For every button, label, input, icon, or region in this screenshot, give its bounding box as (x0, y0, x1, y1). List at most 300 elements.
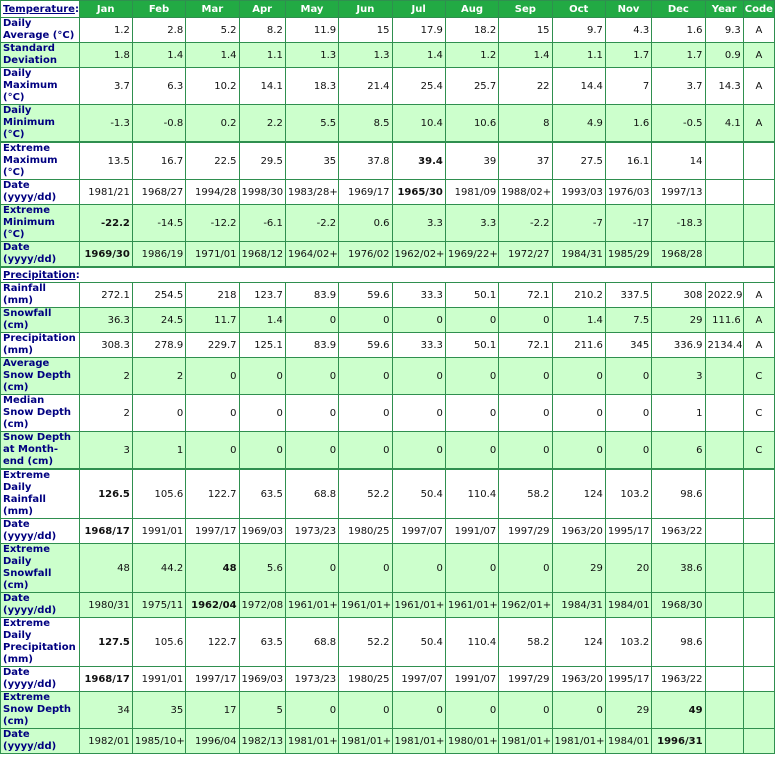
value-cell: 1972/08 (239, 593, 285, 618)
value-cell: 1975/11 (132, 593, 185, 618)
value-cell: 1965/30 (392, 180, 445, 205)
value-cell: 1980/25 (339, 519, 392, 544)
value-cell: 16.7 (132, 142, 185, 180)
value-cell: 0 (392, 432, 445, 470)
value-cell: 27.5 (552, 142, 605, 180)
value-cell: 1997/17 (186, 519, 239, 544)
value-cell: 278.9 (132, 333, 185, 358)
value-cell: 68.8 (285, 469, 338, 519)
value-cell: 38.6 (652, 544, 705, 593)
value-cell: 1982/01 (79, 729, 132, 754)
value-cell: 0 (339, 308, 392, 333)
month-header: Aug (445, 1, 498, 18)
code-cell (743, 692, 774, 729)
value-cell: 0 (339, 692, 392, 729)
value-cell: 0 (285, 544, 338, 593)
code-cell: A (743, 18, 774, 43)
code-cell (743, 519, 774, 544)
table-row (1, 308, 775, 333)
value-cell: 50.1 (445, 333, 498, 358)
code-cell (743, 142, 774, 180)
value-cell: 0 (392, 358, 445, 395)
value-cell: 0 (285, 308, 338, 333)
temperature-colon: : (74, 3, 79, 15)
value-cell: 14.4 (552, 68, 605, 105)
value-cell: 0 (392, 544, 445, 593)
value-cell: 1969/03 (239, 519, 285, 544)
value-cell: 1985/29 (605, 242, 651, 268)
value-cell: 1.3 (339, 43, 392, 68)
value-cell: 21.4 (339, 68, 392, 105)
value-cell: 1997/17 (186, 667, 239, 692)
value-cell: 1980/01+ (445, 729, 498, 754)
value-cell: 1981/01+ (499, 729, 552, 754)
value-cell: 1996/31 (652, 729, 705, 754)
value-cell: 1.4 (239, 308, 285, 333)
value-cell: 0 (392, 692, 445, 729)
value-cell: 1983/28+ (285, 180, 338, 205)
value-cell: 5.5 (285, 105, 338, 143)
value-cell: -12.2 (186, 205, 239, 242)
value-cell: 1976/02 (339, 242, 392, 268)
value-cell: 1.7 (652, 43, 705, 68)
value-cell: 0 (445, 692, 498, 729)
value-cell (705, 395, 743, 432)
table-row (1, 205, 775, 242)
value-cell: 0 (445, 544, 498, 593)
row-label: Daily Maximum (°C) (1, 68, 80, 105)
value-cell: 1972/27 (499, 242, 552, 268)
value-cell: 24.5 (132, 308, 185, 333)
table-row (1, 395, 775, 432)
value-cell: 1984/31 (552, 593, 605, 618)
value-cell: 8.2 (239, 18, 285, 43)
table-row (1, 544, 775, 593)
value-cell: 1997/29 (499, 667, 552, 692)
value-cell: 49 (652, 692, 705, 729)
value-cell: 50.4 (392, 469, 445, 519)
value-cell: 0 (552, 395, 605, 432)
value-cell: 15 (499, 18, 552, 43)
value-cell: 1980/25 (339, 667, 392, 692)
value-cell: 63.5 (239, 469, 285, 519)
value-cell: 1997/29 (499, 519, 552, 544)
value-cell: 1980/31 (79, 593, 132, 618)
value-cell: 124 (552, 469, 605, 519)
value-cell: 2134.4 (705, 333, 743, 358)
value-cell: 3 (79, 432, 132, 470)
value-cell: 3.3 (445, 205, 498, 242)
value-cell: 3.7 (79, 68, 132, 105)
month-header: May (285, 1, 338, 18)
value-cell: 1986/19 (132, 242, 185, 268)
value-cell: 1968/17 (79, 519, 132, 544)
value-cell: -22.2 (79, 205, 132, 242)
value-cell: 1982/13 (239, 729, 285, 754)
value-cell: 58.2 (499, 618, 552, 667)
value-cell: 68.8 (285, 618, 338, 667)
value-cell: 1976/03 (605, 180, 651, 205)
precipitation-section (1, 283, 775, 754)
value-cell: 1.6 (652, 18, 705, 43)
code-cell: A (743, 283, 774, 308)
value-cell: 9.7 (552, 18, 605, 43)
value-cell: 2022.9 (705, 283, 743, 308)
value-cell (705, 544, 743, 593)
value-cell: 3.7 (652, 68, 705, 105)
header-row (1, 1, 775, 18)
value-cell: 1991/01 (132, 519, 185, 544)
value-cell: 50.4 (392, 618, 445, 667)
value-cell: 6.3 (132, 68, 185, 105)
value-cell: 0 (186, 358, 239, 395)
value-cell: 1964/02+ (285, 242, 338, 268)
value-cell: 0 (239, 395, 285, 432)
value-cell: 1963/22 (652, 519, 705, 544)
value-cell: 0 (552, 358, 605, 395)
value-cell: 25.7 (445, 68, 498, 105)
value-cell: 5.2 (186, 18, 239, 43)
value-cell: 0 (239, 432, 285, 470)
month-header: Jul (392, 1, 445, 18)
table-row (1, 43, 775, 68)
row-label: Date (yyyy/dd) (1, 519, 80, 544)
value-cell: 58.2 (499, 469, 552, 519)
value-cell: 1962/01+ (499, 593, 552, 618)
value-cell: -6.1 (239, 205, 285, 242)
value-cell: 1998/30 (239, 180, 285, 205)
value-cell: 103.2 (605, 618, 651, 667)
value-cell: 0 (445, 432, 498, 470)
value-cell (705, 358, 743, 395)
value-cell: 11.9 (285, 18, 338, 43)
value-cell: 4.1 (705, 105, 743, 143)
value-cell: 0 (392, 308, 445, 333)
table-row (1, 729, 775, 754)
value-cell: 0 (445, 308, 498, 333)
value-cell: -1.3 (79, 105, 132, 143)
value-cell: 1984/01 (605, 729, 651, 754)
value-cell (705, 205, 743, 242)
value-cell: 2 (132, 358, 185, 395)
value-cell (705, 242, 743, 268)
value-cell (705, 729, 743, 754)
value-cell: 3.3 (392, 205, 445, 242)
value-cell (705, 519, 743, 544)
row-label: Date (yyyy/dd) (1, 667, 80, 692)
value-cell: 308 (652, 283, 705, 308)
value-cell: 122.7 (186, 469, 239, 519)
value-cell: 8 (499, 105, 552, 143)
value-cell: 210.2 (552, 283, 605, 308)
value-cell: 1.1 (552, 43, 605, 68)
value-cell: 17.9 (392, 18, 445, 43)
row-label: Extreme Daily Rainfall (mm) (1, 469, 80, 519)
value-cell: 98.6 (652, 618, 705, 667)
value-cell: 110.4 (445, 618, 498, 667)
table-row (1, 180, 775, 205)
value-cell: 105.6 (132, 469, 185, 519)
value-cell: 1963/22 (652, 667, 705, 692)
value-cell: 11.7 (186, 308, 239, 333)
value-cell: 1.4 (499, 43, 552, 68)
value-cell: 29 (605, 692, 651, 729)
value-cell: 1995/17 (605, 519, 651, 544)
month-header: Jan (79, 1, 132, 18)
value-cell: 1969/22+ (445, 242, 498, 268)
value-cell: 15 (339, 18, 392, 43)
code-cell (743, 180, 774, 205)
value-cell: 1988/02+ (499, 180, 552, 205)
value-cell: 29.5 (239, 142, 285, 180)
value-cell: 72.1 (499, 283, 552, 308)
table-row (1, 618, 775, 667)
value-cell: 1968/17 (79, 667, 132, 692)
month-header: Jun (339, 1, 392, 18)
value-cell: -0.8 (132, 105, 185, 143)
value-cell: 1968/27 (132, 180, 185, 205)
value-cell: 308.3 (79, 333, 132, 358)
value-cell (705, 692, 743, 729)
table-row (1, 105, 775, 143)
value-cell: 0 (499, 692, 552, 729)
value-cell: 0 (552, 692, 605, 729)
value-cell: 0 (605, 358, 651, 395)
value-cell (705, 469, 743, 519)
value-cell: 1991/01 (132, 667, 185, 692)
row-label: Snow Depth at Month-end (cm) (1, 432, 80, 470)
value-cell: 0 (239, 358, 285, 395)
value-cell: 48 (186, 544, 239, 593)
value-cell: 345 (605, 333, 651, 358)
value-cell: 123.7 (239, 283, 285, 308)
value-cell (705, 618, 743, 667)
value-cell: 0 (605, 432, 651, 470)
value-cell: 0 (285, 395, 338, 432)
table-row (1, 593, 775, 618)
value-cell: 1.1 (239, 43, 285, 68)
value-cell: 1996/04 (186, 729, 239, 754)
value-cell: 22 (499, 68, 552, 105)
value-cell: 25.4 (392, 68, 445, 105)
table-row (1, 692, 775, 729)
code-cell (743, 729, 774, 754)
table-row (1, 18, 775, 43)
value-cell: 126.5 (79, 469, 132, 519)
month-header: Apr (239, 1, 285, 18)
value-cell: 1.3 (285, 43, 338, 68)
row-label: Extreme Minimum (°C) (1, 205, 80, 242)
value-cell: 0 (605, 395, 651, 432)
value-cell: 0 (285, 432, 338, 470)
value-cell: 1991/07 (445, 667, 498, 692)
row-label: Extreme Daily Precipitation (mm) (1, 618, 80, 667)
value-cell: 8.5 (339, 105, 392, 143)
value-cell: 39 (445, 142, 498, 180)
value-cell: 0 (132, 395, 185, 432)
value-cell (705, 180, 743, 205)
value-cell: 29 (552, 544, 605, 593)
value-cell: 111.6 (705, 308, 743, 333)
precipitation-header-section (1, 267, 775, 283)
temperature-header[interactable] (1, 1, 80, 18)
value-cell: 337.5 (605, 283, 651, 308)
value-cell: 29 (652, 308, 705, 333)
value-cell: 1984/31 (552, 242, 605, 268)
value-cell: 98.6 (652, 469, 705, 519)
value-cell: 36.3 (79, 308, 132, 333)
row-label: Precipitation (mm) (1, 333, 80, 358)
value-cell: 37.8 (339, 142, 392, 180)
value-cell: 1973/23 (285, 519, 338, 544)
value-cell: 10.2 (186, 68, 239, 105)
value-cell: 0 (285, 692, 338, 729)
code-cell (743, 593, 774, 618)
value-cell: 35 (285, 142, 338, 180)
value-cell: 0 (339, 358, 392, 395)
value-cell: 0 (285, 358, 338, 395)
value-cell: 1981/21 (79, 180, 132, 205)
value-cell: 7 (605, 68, 651, 105)
value-cell: 1961/01+ (285, 593, 338, 618)
code-cell: A (743, 43, 774, 68)
value-cell: 16.1 (605, 142, 651, 180)
value-cell: 1993/03 (552, 180, 605, 205)
value-cell: 1.4 (392, 43, 445, 68)
precipitation-link[interactable]: Precipitation (3, 269, 76, 281)
code-header: Code (743, 1, 774, 18)
value-cell: 1.2 (79, 18, 132, 43)
value-cell: 124 (552, 618, 605, 667)
value-cell: 1968/30 (652, 593, 705, 618)
value-cell: 18.3 (285, 68, 338, 105)
value-cell: 14.3 (705, 68, 743, 105)
value-cell: -2.2 (285, 205, 338, 242)
table-row (1, 469, 775, 519)
precipitation-header-row (1, 267, 775, 283)
value-cell: 1.2 (445, 43, 498, 68)
value-cell: 10.6 (445, 105, 498, 143)
value-cell: -14.5 (132, 205, 185, 242)
code-cell: C (743, 358, 774, 395)
value-cell: 5.6 (239, 544, 285, 593)
code-cell (743, 544, 774, 593)
month-header: Oct (552, 1, 605, 18)
value-cell: 33.3 (392, 333, 445, 358)
value-cell: 9.3 (705, 18, 743, 43)
temperature-section (1, 18, 775, 268)
value-cell: 1969/03 (239, 667, 285, 692)
value-cell: 336.9 (652, 333, 705, 358)
value-cell: 0 (499, 544, 552, 593)
table-row (1, 242, 775, 268)
value-cell: -7 (552, 205, 605, 242)
value-cell: 1962/04 (186, 593, 239, 618)
value-cell: 10.4 (392, 105, 445, 143)
value-cell: 1969/17 (339, 180, 392, 205)
value-cell: 1.4 (186, 43, 239, 68)
value-cell: 18.2 (445, 18, 498, 43)
value-cell: -0.5 (652, 105, 705, 143)
value-cell: 0 (445, 358, 498, 395)
value-cell: 122.7 (186, 618, 239, 667)
value-cell: 0 (339, 432, 392, 470)
value-cell: 2 (79, 358, 132, 395)
value-cell: 1981/01+ (552, 729, 605, 754)
table-row (1, 519, 775, 544)
value-cell: 6 (652, 432, 705, 470)
month-header: Mar (186, 1, 239, 18)
value-cell: 125.1 (239, 333, 285, 358)
value-cell: 0 (339, 395, 392, 432)
value-cell: 83.9 (285, 333, 338, 358)
value-cell: 4.9 (552, 105, 605, 143)
value-cell: 0 (186, 395, 239, 432)
code-cell (743, 205, 774, 242)
value-cell: 218 (186, 283, 239, 308)
value-cell: 1968/28 (652, 242, 705, 268)
value-cell: 1995/17 (605, 667, 651, 692)
value-cell: 1994/28 (186, 180, 239, 205)
value-cell: 20 (605, 544, 651, 593)
value-cell: 1991/07 (445, 519, 498, 544)
code-cell (743, 667, 774, 692)
code-cell: C (743, 432, 774, 470)
row-label: Standard Deviation (1, 43, 80, 68)
value-cell: 50.1 (445, 283, 498, 308)
value-cell: 35 (132, 692, 185, 729)
value-cell: 1981/01+ (392, 729, 445, 754)
value-cell: 22.5 (186, 142, 239, 180)
value-cell: 59.6 (339, 333, 392, 358)
value-cell: 33.3 (392, 283, 445, 308)
value-cell: 39.4 (392, 142, 445, 180)
code-cell: C (743, 395, 774, 432)
value-cell: 1961/01+ (339, 593, 392, 618)
value-cell: 1985/10+ (132, 729, 185, 754)
value-cell: 103.2 (605, 469, 651, 519)
value-cell: 1984/01 (605, 593, 651, 618)
value-cell: 72.1 (499, 333, 552, 358)
value-cell (705, 593, 743, 618)
value-cell: 52.2 (339, 618, 392, 667)
value-cell: 254.5 (132, 283, 185, 308)
value-cell: 127.5 (79, 618, 132, 667)
code-cell (743, 469, 774, 519)
value-cell: 5 (239, 692, 285, 729)
value-cell: 1971/01 (186, 242, 239, 268)
value-cell: 63.5 (239, 618, 285, 667)
value-cell (705, 142, 743, 180)
value-cell: 0 (186, 432, 239, 470)
row-label: Extreme Maximum (°C) (1, 142, 80, 180)
value-cell: 83.9 (285, 283, 338, 308)
value-cell (705, 432, 743, 470)
row-label: Average Snow Depth (cm) (1, 358, 80, 395)
value-cell: 1.8 (79, 43, 132, 68)
table-row (1, 142, 775, 180)
table-row (1, 667, 775, 692)
value-cell: 14 (652, 142, 705, 180)
value-cell: 7.5 (605, 308, 651, 333)
value-cell: 272.1 (79, 283, 132, 308)
row-label: Daily Minimum (°C) (1, 105, 80, 143)
table-row (1, 358, 775, 395)
value-cell: 1962/02+ (392, 242, 445, 268)
value-cell: 3 (652, 358, 705, 395)
value-cell: 1997/07 (392, 519, 445, 544)
temperature-link[interactable]: Temperature (3, 3, 75, 15)
